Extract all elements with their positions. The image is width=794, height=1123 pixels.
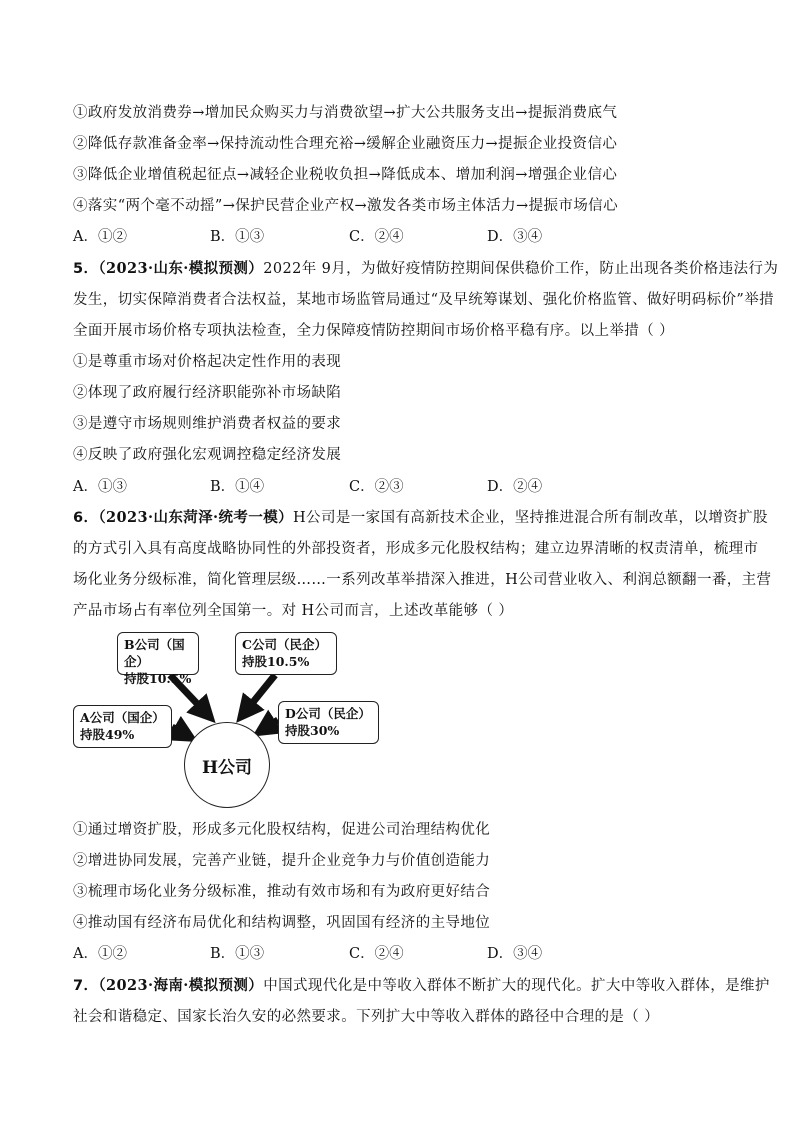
q4-item-4: ④落实“两个毫不动摇”→保护民营企业产权→激发各类市场主体活力→提振市场信心 [73, 198, 618, 214]
q6-option-b: B．①③ [210, 946, 265, 962]
q4-item-3: ③降低企业增值税起征点→减轻企业税收负担→降低成本、增加利润→增强企业信心 [73, 167, 618, 183]
company-d-share: 持股30% [285, 723, 340, 738]
q7-stem-line-2: 社会和谐稳定、国家长治久安的必然要求。下列扩大中等收入群体的路径中合理的是（ ） [73, 1009, 660, 1025]
q5-number: 5． [73, 261, 99, 277]
q5-item-2: ②体现了政府履行经济职能弥补市场缺陷 [73, 385, 342, 401]
company-h-circle [184, 722, 270, 808]
box-company-d [278, 701, 379, 744]
q5-source: （2023·山东·模拟预测） [98, 260, 264, 277]
q6-item-1: ①通过增资扩股，形成多元化股权结构，促进公司治理结构优化 [73, 822, 491, 838]
q6-option-d: D．③④ [487, 946, 543, 962]
q4-option-c: C．②④ [349, 229, 404, 245]
q6-option-a: A．①② [73, 946, 127, 962]
company-c-name: C公司（民企） [242, 637, 327, 652]
q5-option-a: A．①③ [73, 479, 127, 495]
arrow-c-to-h [245, 675, 275, 712]
company-a-name: A公司（国企） [80, 710, 165, 725]
q6-stem-line-2: 的方式引入具有高度战略协同性的外部投资者，形成多元化股权结构；建立边界清晰的权责清单，梳理市 [73, 541, 759, 557]
q4-option-a: A．①② [73, 229, 127, 245]
company-a-share: 持股49% [80, 727, 135, 742]
q5-stem-line-2: 发生，切实保障消费者合法权益，某地市场监管局通过“及早统筹谋划、强化价格监管、做好明码标价”举措 [73, 292, 775, 308]
q4-item-1: ①政府发放消费券→增加民众购买力与消费欲望→扩大公共服务支出→提振消费底气 [73, 105, 618, 121]
q6-stem-line-3: 场化业务分级标准，简化管理层级……一系列改革举措深入推进，H公司营业收入、利润总额翻一番，主营 [73, 572, 772, 588]
box-company-a [73, 705, 172, 748]
q7-stem-line-1 [73, 976, 770, 996]
q5-option-c: C．②③ [349, 479, 404, 495]
q4-item-2: ②降低存款准备金率→保持流动性合理充裕→缓解企业融资压力→提振企业投资信心 [73, 136, 618, 152]
q7-source: （2023·海南·模拟预测） [98, 977, 264, 994]
q7-stem-text-1: 中国式现代化是中等收入群体不断扩大的现代化。扩大中等收入群体，是维护 [263, 978, 770, 994]
q7-number: 7． [73, 978, 99, 994]
q6-source: （2023·山东菏泽·统考一模） [98, 509, 293, 526]
q6-item-2: ②增进协同发展，完善产业链，提升企业竞争力与价值创造能力 [73, 853, 491, 869]
q5-option-b: B．①④ [210, 479, 265, 495]
arrow-a-to-h [172, 727, 186, 735]
q4-option-b: B．①③ [210, 229, 265, 245]
q6-item-3: ③梳理市场化业务分级标准，推动有效市场和有为政府更好结合 [73, 884, 491, 900]
company-d-name: D公司（民企） [285, 706, 371, 721]
q6-number: 6． [73, 510, 99, 526]
q5-item-1: ①是尊重市场对价格起决定性作用的表现 [73, 354, 342, 370]
q4-option-d: D．③④ [487, 229, 543, 245]
company-h-label: H公司 [201, 757, 253, 778]
arrow-d-to-h [264, 720, 278, 729]
q5-item-3: ③是遵守市场规则维护消费者权益的要求 [73, 416, 342, 432]
company-b-share: 持股10.5% [124, 671, 192, 686]
shareholding-diagram [73, 630, 403, 815]
q6-item-4: ④推动国有经济布局优化和结构调整，巩固国有经济的主导地位 [73, 915, 491, 931]
company-c-share: 持股10.5% [242, 654, 310, 669]
box-company-c [235, 632, 337, 675]
q6-stem-line-1 [73, 508, 768, 528]
q5-stem-text-1: 2022年 9月，为做好疫情防控期间保供稳价工作，防止出现各类价格违法行为 [263, 261, 779, 277]
q5-option-d: D．②④ [487, 479, 543, 495]
q5-stem-line-3: 全面开展市场价格专项执法检查，全力保障疫情防控期间市场价格平稳有序。以上举措（ ） [73, 323, 675, 339]
q6-stem-line-4: 产品市场占有率位列全国第一。对 H公司而言，上述改革能够（ ） [73, 603, 514, 619]
box-company-b [117, 632, 199, 686]
company-b-name: B公司（国企） [124, 637, 185, 669]
q6-stem-text-1: H公司是一家国有高新技术企业，坚持推进混合所有制改革，以增资扩股 [293, 510, 768, 526]
q5-item-4: ④反映了政府强化宏观调控稳定经济发展 [73, 447, 342, 463]
q6-option-c: C．②④ [349, 946, 404, 962]
q5-stem-line-1 [73, 259, 778, 279]
